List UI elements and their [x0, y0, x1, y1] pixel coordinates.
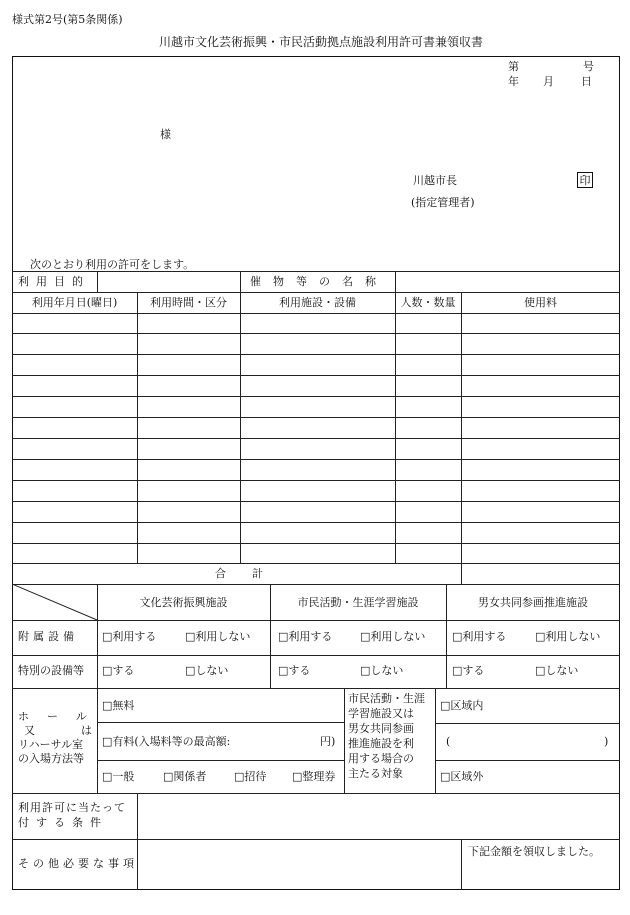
issuer-sub: (指定管理者) — [411, 196, 475, 209]
special-gender-no[interactable]: □しない — [535, 664, 579, 677]
form-id: 様式第2号(第5条関係) — [12, 13, 123, 26]
hall-paid[interactable]: □有料(入場料等の最高額: — [102, 735, 231, 748]
hall-label-4: の入場方法等 — [18, 752, 84, 765]
page-title: 川越市文化芸術振興・市民活動拠点施設利用許可書兼領収書 — [159, 35, 484, 49]
hall-ticket[interactable]: □整理券 — [292, 770, 336, 783]
date-day: 日 — [581, 75, 592, 88]
hall-label-1: ホール — [18, 710, 105, 723]
label-event-name: 催物等の名称 — [250, 275, 388, 288]
target-label-4: 推進施設を利 — [348, 737, 414, 750]
equip-civic-nouse[interactable]: □利用しない — [360, 630, 426, 643]
special-gender-yes[interactable]: □する — [452, 664, 485, 677]
receipt-statement: 下記金額を領収しました。 — [468, 845, 600, 858]
col-time: 利用時間・区分 — [150, 296, 227, 309]
col-count: 人数・数量 — [400, 296, 456, 309]
hall-free[interactable]: □無料 — [102, 699, 135, 712]
equip-gender-nouse[interactable]: □利用しない — [535, 630, 601, 643]
hall-invite[interactable]: □招待 — [234, 770, 267, 783]
date-month: 月 — [543, 75, 554, 88]
target-label-6: 主たる対象 — [348, 767, 403, 780]
header-diagonal — [12, 584, 98, 620]
hall-general[interactable]: □一般 — [102, 770, 135, 783]
hall-related[interactable]: □関係者 — [163, 770, 207, 783]
other-label: その他必要な事項 — [18, 857, 138, 870]
number-dai: 第 — [508, 60, 519, 73]
target-in-area[interactable]: □区域内 — [440, 699, 484, 712]
special-civic-no[interactable]: □しない — [360, 664, 404, 677]
col-gender: 男女共同参画推進施設 — [478, 596, 588, 609]
special-culture-no[interactable]: □しない — [185, 664, 229, 677]
total-label: 合計 — [215, 567, 289, 580]
target-paren-close: ) — [604, 735, 609, 748]
label-equipment: 附属設備 — [18, 630, 78, 643]
addressee-sama: 様 — [160, 128, 171, 141]
issuer-name: 川越市長 — [413, 174, 457, 187]
target-label-2: 学習施設又は — [348, 707, 414, 720]
special-civic-yes[interactable]: □する — [278, 664, 311, 677]
hall-paid-unit: 円) — [320, 735, 336, 748]
label-special: 特別の設備等 — [18, 664, 84, 677]
col-civic: 市民活動・生涯学習施設 — [297, 596, 419, 609]
form-frame — [12, 56, 620, 890]
equip-gender-use[interactable]: □利用する — [452, 630, 507, 643]
hall-label-2: 又は — [24, 724, 138, 737]
equip-culture-nouse[interactable]: □利用しない — [185, 630, 251, 643]
conditions-label-2: 付する条件 — [18, 816, 108, 829]
col-culture: 文化芸術振興施設 — [139, 596, 228, 609]
hall-label-3: リハーサル室 — [18, 738, 84, 751]
target-paren-open: ( — [446, 735, 451, 748]
seal-stamp: 印 — [577, 172, 593, 188]
col-facility: 利用施設・設備 — [279, 296, 356, 309]
target-label-3: 男女共同参画 — [348, 722, 414, 735]
label-purpose: 利用目的 — [18, 275, 90, 288]
conditions-label-1: 利用許可に当たって — [18, 801, 126, 814]
equip-civic-use[interactable]: □利用する — [278, 630, 333, 643]
permit-statement: 次のとおり利用の許可をします。 — [30, 258, 195, 271]
target-out-area[interactable]: □区域外 — [440, 770, 484, 783]
date-year: 年 — [508, 75, 519, 88]
target-label-1: 市民活動・生涯 — [348, 692, 425, 705]
number-go: 号 — [583, 60, 594, 73]
special-culture-yes[interactable]: □する — [102, 664, 135, 677]
col-date: 利用年月日(曜日) — [31, 296, 118, 309]
target-label-5: 用する場合の — [348, 752, 414, 765]
equip-culture-use[interactable]: □利用する — [102, 630, 157, 643]
col-fee: 使用料 — [524, 296, 557, 309]
